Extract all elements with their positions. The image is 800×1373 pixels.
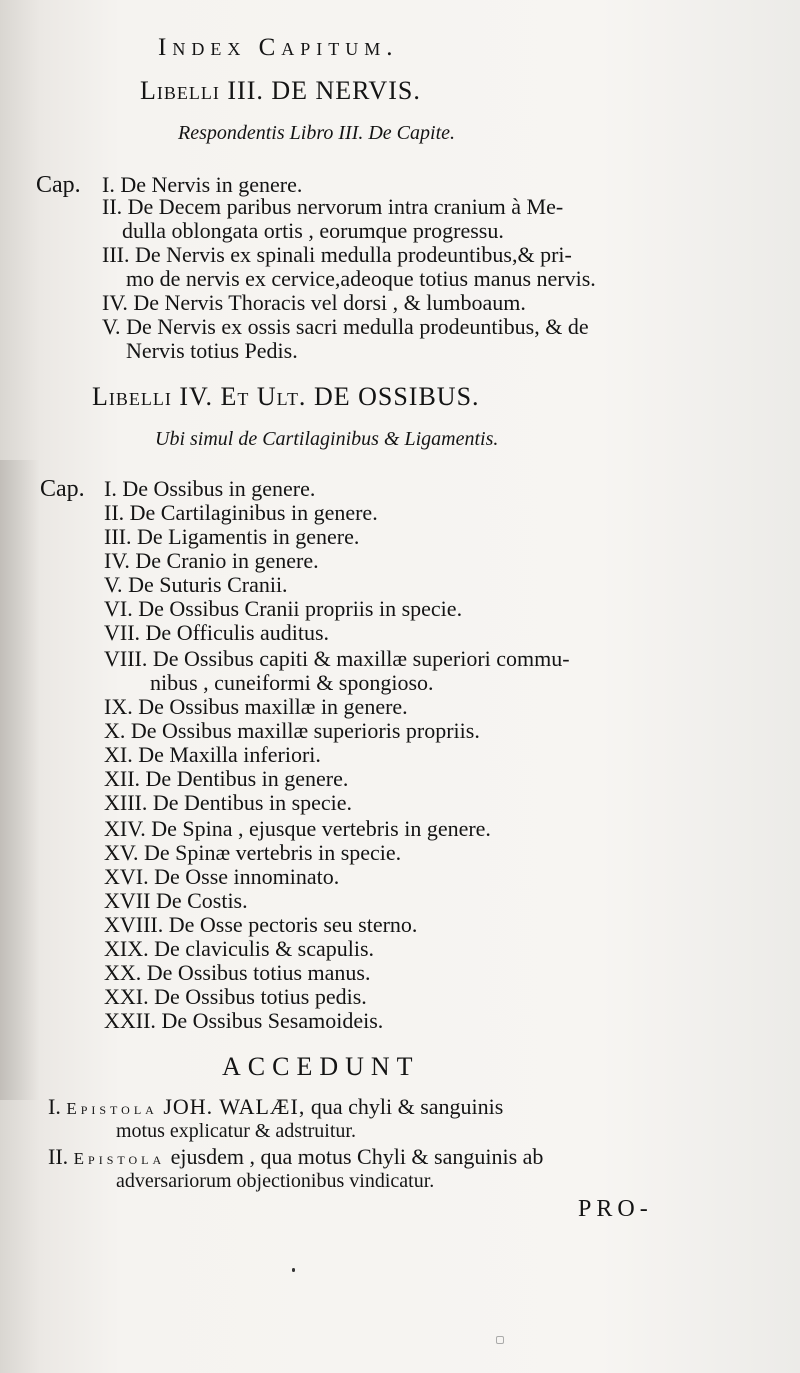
chapter-entry — [104, 572, 288, 598]
chapter-text: De Decem paribus nervorum intra cranium à Me- — [127, 194, 564, 219]
chapter-text: De Maxilla inferiori. — [138, 742, 321, 767]
page-edge-stain — [0, 460, 40, 1100]
chapter-entry — [104, 646, 570, 672]
chapter-number: VIII. — [104, 646, 148, 671]
chapter-text: De Ossibus Sesamoideis. — [161, 1008, 384, 1033]
cap-label: Cap. — [36, 172, 81, 198]
chapter-entry-continuation: nibus , cuneiformi & spongioso. — [150, 670, 434, 695]
chapter-number: XVII — [104, 888, 151, 913]
chapter-text: De Ossibus maxillæ in genere. — [138, 694, 408, 719]
appendix-text: qua chyli & sanguinis — [310, 1094, 504, 1119]
chapter-number: I. — [102, 172, 115, 197]
chapter-number: XIX. — [104, 936, 149, 961]
ink-speck — [496, 1336, 504, 1344]
chapter-number: VI. — [104, 596, 133, 621]
chapter-number: XIV. — [104, 816, 146, 841]
appendix-author: JOH. WALÆI, — [163, 1094, 306, 1119]
chapter-number: I. — [104, 476, 117, 501]
chapter-entry-continuation: dulla oblongata ortis , eorumque progressu. — [122, 218, 504, 243]
chapter-entry — [104, 476, 315, 502]
chapter-text: De Nervis in genere. — [120, 172, 303, 197]
appendix-entry-continuation: motus explicatur & adstruitur. — [116, 1120, 356, 1142]
appendix-number: II. — [48, 1144, 69, 1169]
chapter-text: De Ossibus Cranii propriis in specie. — [138, 596, 463, 621]
chapter-entry — [104, 864, 339, 890]
chapter-number: II. — [104, 500, 125, 525]
chapter-text: De Suturis Cranii. — [128, 572, 288, 597]
chapter-entry — [102, 314, 589, 340]
chapter-number: IV. — [104, 548, 130, 573]
chapter-text: De Nervis ex ossis sacri medulla prodeuntibus, & de — [126, 314, 589, 339]
heading-rest: III. DE NERVIS. — [227, 76, 421, 105]
catchword: PRO- — [578, 1196, 653, 1222]
chapter-text: De Costis. — [155, 888, 248, 913]
chapter-entry — [104, 790, 352, 816]
section-heading-ossibus — [92, 382, 480, 412]
chapter-entry — [104, 960, 370, 986]
section-subtitle-nervis: Respondentis Libro III. De Capite. — [178, 122, 456, 144]
chapter-entry — [104, 840, 401, 866]
chapter-entry — [104, 1008, 383, 1034]
appendix-text: ejusdem , qua motus Chyli & sanguinis ab — [170, 1144, 544, 1169]
heading-lead: Libelli IV. Et Ult. — [92, 382, 307, 411]
chapter-entry — [102, 290, 526, 316]
chapter-text: De Ossibus totius manus. — [146, 960, 371, 985]
chapter-number: XVI. — [104, 864, 149, 889]
chapter-entry — [104, 718, 480, 744]
chapter-entry — [104, 742, 321, 768]
chapter-entry — [104, 620, 329, 646]
chapter-text: De Osse pectoris seu sterno. — [168, 912, 418, 937]
chapter-entry — [102, 194, 563, 220]
chapter-entry — [104, 936, 374, 962]
chapter-text: De Ligamentis in genere. — [136, 524, 360, 549]
chapter-number: XII. — [104, 766, 141, 791]
section-heading-accedunt: ACCEDUNT — [222, 1052, 420, 1081]
appendix-entry-continuation: adversariorum objectionibus vindicatur. — [116, 1170, 435, 1192]
heading-rest: DE OSSIBUS. — [313, 382, 480, 411]
appendix-lead: Epistola — [73, 1149, 166, 1168]
chapter-entry-continuation: Nervis totius Pedis. — [126, 338, 298, 363]
chapter-number: XXII. — [104, 1008, 156, 1033]
chapter-text: De Ossibus capiti & maxillæ superiori commu- — [152, 646, 570, 671]
heading-lead: Libelli — [140, 76, 220, 105]
section-subtitle-ossibus: Ubi simul de Cartilaginibus & Ligamentis. — [155, 428, 499, 450]
chapter-text: De Spina , ejusque vertebris in genere. — [151, 816, 491, 841]
chapter-text: De Nervis ex spinali medulla prodeuntibus,& pri- — [134, 242, 572, 267]
chapter-number: III. — [102, 242, 130, 267]
chapter-text: De claviculis & scapulis. — [154, 936, 375, 961]
chapter-number: III. — [104, 524, 132, 549]
section-heading-nervis — [140, 76, 421, 106]
appendix-lead: Epistola — [66, 1099, 158, 1118]
chapter-entry — [104, 524, 359, 550]
chapter-number: X. — [104, 718, 126, 743]
chapter-entry-continuation: mo de nervis ex cervice,adeoque totius manus nervis. — [126, 266, 596, 291]
chapter-entry — [104, 888, 248, 914]
appendix-number: I. — [48, 1094, 61, 1119]
ink-speck — [292, 1268, 295, 1272]
chapter-number: IV. — [102, 290, 128, 315]
appendix-entry — [48, 1144, 543, 1170]
chapter-number: XVIII. — [104, 912, 164, 937]
chapter-text: De Osse innominato. — [154, 864, 340, 889]
chapter-entry — [104, 694, 408, 720]
chapter-text: De Nervis Thoracis vel dorsi , & lumboaum. — [133, 290, 526, 315]
chapter-text: De Dentibus in specie. — [152, 790, 353, 815]
chapter-text: De Dentibus in genere. — [145, 766, 349, 791]
chapter-number: V. — [104, 572, 123, 597]
chapter-text: De Ossibus totius pedis. — [154, 984, 367, 1009]
chapter-number: XX. — [104, 960, 142, 985]
chapter-entry — [104, 816, 491, 842]
chapter-number: II. — [102, 194, 123, 219]
chapter-text: De Cartilaginibus in genere. — [129, 500, 378, 525]
chapter-entry — [104, 766, 348, 792]
chapter-text: De Spinæ vertebris in specie. — [143, 840, 402, 865]
chapter-entry — [104, 548, 319, 574]
chapter-text: De Ossibus in genere. — [122, 476, 316, 501]
chapter-number: IX. — [104, 694, 133, 719]
chapter-number: VII. — [104, 620, 141, 645]
appendix-entry — [48, 1094, 503, 1120]
chapter-number: XI. — [104, 742, 133, 767]
chapter-number: XXI. — [104, 984, 149, 1009]
chapter-entry — [104, 912, 417, 938]
chapter-text: De Ossibus maxillæ superioris propriis. — [130, 718, 480, 743]
chapter-number: V. — [102, 314, 121, 339]
page-title: Index Capitum. — [158, 34, 399, 61]
chapter-entry — [102, 242, 572, 268]
chapter-entry — [104, 500, 378, 526]
cap-label: Cap. — [40, 476, 85, 502]
chapter-entry — [104, 596, 462, 622]
chapter-text: De Officulis auditus. — [145, 620, 330, 645]
chapter-number: XIII. — [104, 790, 148, 815]
chapter-entry — [104, 984, 367, 1010]
chapter-text: De Cranio in genere. — [135, 548, 319, 573]
chapter-number: XV. — [104, 840, 139, 865]
